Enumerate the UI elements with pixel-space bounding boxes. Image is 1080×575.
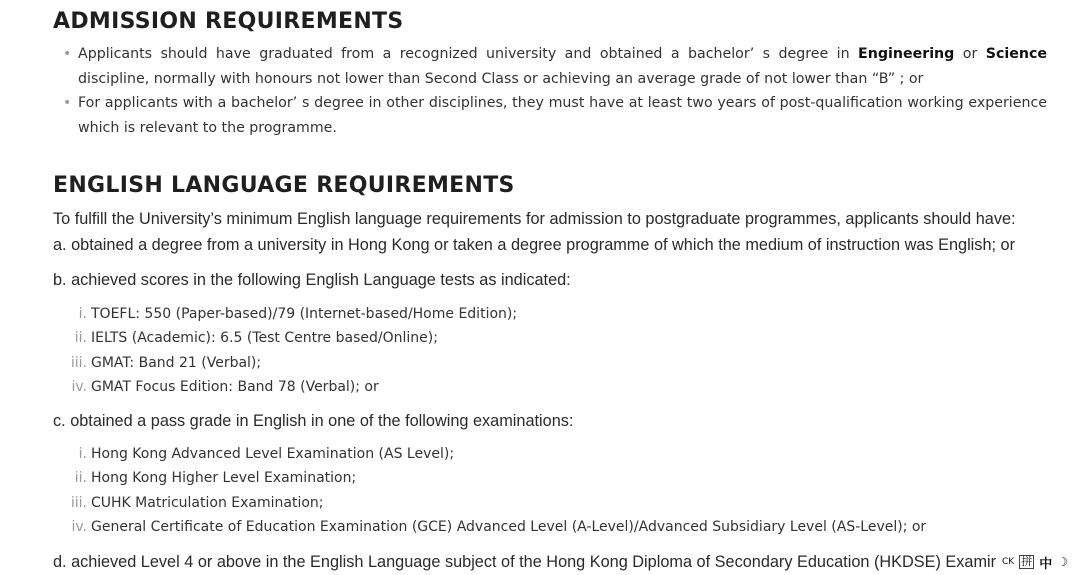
english-tests-list xyxy=(67,302,517,399)
ime-moon-icon[interactable]: ☽ xyxy=(1057,555,1068,569)
admission-heading: ADMISSION REQUIREMENTS xyxy=(53,9,404,34)
ime-ck-label[interactable]: CK xyxy=(1002,557,1015,567)
admission-list xyxy=(63,42,1047,140)
list-item: ii. IELTS (Academic): 6.5 (Test Centre based/Online); xyxy=(74,330,438,347)
admission-bullet-2: • For applicants with a bachelor’ s degree in other disciplines, they must have at least two years of post-qualification working experience which is relevant to the programme. xyxy=(63,91,1047,140)
ime-toolbar[interactable] xyxy=(996,549,1080,575)
english-item-d: d. achieved Level 4 or above in the English Language subject of the Hong Kong Diploma of Secondary Education (HKDSE) Examir xyxy=(53,553,997,571)
list-item: i. TOEFL: 550 (Paper-based)/79 (Internet-based/Home Edition); xyxy=(78,306,518,322)
list-item: i. Hong Kong Advanced Level Examination (AS Level); xyxy=(78,446,455,462)
english-item-a: a. obtained a degree from a university in Hong Kong or taken a degree programme of which the medium of instruction was English; or xyxy=(53,236,1016,254)
list-item: iii. GMAT: Band 21 (Verbal); xyxy=(70,354,262,371)
list-item: ii. Hong Kong Higher Level Examination; xyxy=(74,470,357,487)
bullet-dot-icon: • xyxy=(63,46,72,62)
english-heading: ENGLISH LANGUAGE REQUIREMENTS xyxy=(53,173,515,198)
english-exams-list xyxy=(67,442,926,539)
list-item: iv. GMAT Focus Edition: Band 78 (Verbal); or xyxy=(71,378,379,395)
english-intro: To fulfill the University’s minimum English language requirements for admission to postgraduate programmes, applicants should have: xyxy=(53,210,1016,228)
science-keyword: Science xyxy=(985,46,1047,62)
english-item-c: c. obtained a pass grade in English in one of the following examinations: xyxy=(53,412,574,430)
engineering-keyword: Engineering xyxy=(858,46,955,62)
ime-chinese-mode-button[interactable]: 中 xyxy=(1039,556,1053,572)
english-item-b: b. achieved scores in the following English Language tests as indicated: xyxy=(53,271,571,289)
ime-pinyin-icon[interactable]: 拼 xyxy=(1021,555,1033,568)
admission-bullet-1: • Applicants should have graduated from a recognized university and obtained a bachelor’ s degree in Engineering or Science discipline, normally with honours not lower than Second Class or achieving an average grade of not lower than “B” ; or xyxy=(63,42,1047,91)
list-item: iii. CUHK Matriculation Examination; xyxy=(70,494,324,511)
list-item: iv. General Certificate of Education Examination (GCE) Advanced Level (A-Level)/Advanced Subsidiary Level (AS-Level); or xyxy=(71,518,927,535)
bullet-dot-icon: • xyxy=(63,95,72,111)
